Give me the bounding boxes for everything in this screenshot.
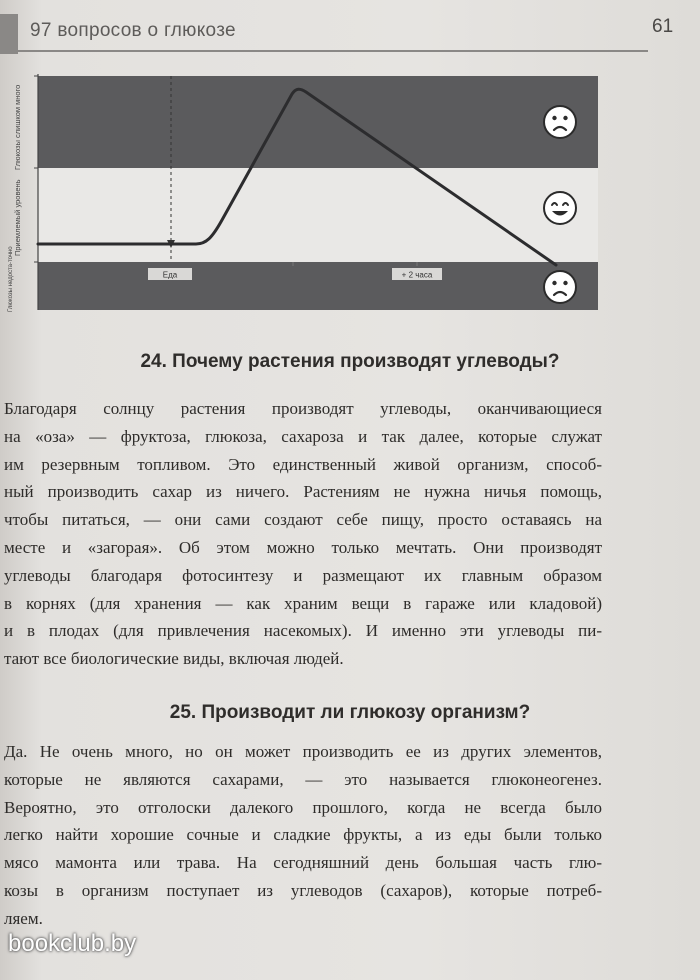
text-line: в корнях (для хранения — как храним вещи в гараже или кладовой) (4, 593, 602, 613)
text-line: углеводы благодаря фотосинтезу и размещают их главным образом (4, 565, 602, 585)
text-line: чтобы питаться, — они сами создают себе пищу, просто оставаясь на (4, 510, 602, 530)
text-line: ляем. (4, 908, 43, 928)
text-line: им резервным топливом. Это единственный живой организм, способ- (4, 454, 602, 474)
section-heading-24: 24. Почему растения производят углеводы? (140, 351, 560, 372)
text-line: мясо мамонта или трава. На сегодняшний день большая часть глю- (4, 853, 602, 873)
section-body-25 (4, 738, 602, 933)
glucose-curve-diagram (0, 60, 700, 320)
sad-face-icon (544, 271, 576, 303)
text-line: Да. Не очень много, но он может производить ее из других элементов, (4, 742, 602, 761)
section-body-24 (4, 395, 602, 673)
text-line: на «оза» — фруктоза, глюкоза, сахароза и так далее, которые служат (4, 426, 602, 446)
header-rule (18, 50, 648, 52)
site-watermark: bookclub.by (8, 930, 137, 957)
x-marker-two-hours: + 2 часа (401, 270, 433, 280)
sad-face-icon (544, 106, 576, 138)
text-line: тают все биологические виды, включая людей. (4, 649, 344, 669)
header-accent-bar (0, 14, 18, 54)
zone-too-much-band (38, 76, 598, 168)
text-line: и в плодах (для привлечения насекомых). И именно эти углеводы пи- (4, 621, 602, 641)
text-line: Благодаря солнцу растения производят углеводы, оканчивающиеся (4, 399, 602, 418)
y-label-too-little: Глюкозы недоста-точно (8, 246, 14, 312)
text-line: которые не являются сахарами, — это называется глюконеогенез. (4, 769, 602, 789)
happy-face-icon (544, 192, 576, 224)
x-marker-meal: Еда (162, 270, 178, 280)
section-heading-25: 25. Производит ли глюкозу организм? (169, 702, 531, 723)
text-line: легко найти хорошие сочные и сладкие фрукты, а из еды были только (4, 825, 602, 845)
text-line: Вероятно, это отголоски далекого прошлого, когда не всегда было (4, 797, 602, 817)
text-line: козы в организм поступает из углеводов (сахаров), которые потреб- (4, 880, 602, 900)
running-header-title: 97 вопросов о глюкозе (30, 20, 236, 41)
text-line: месте и «загорая». Об этом можно только мечтать. Они производят (4, 537, 602, 557)
text-line: ный производить сахар из ничего. Растениям не нужна ничья помощь, (4, 482, 602, 502)
page-number: 61 (652, 16, 674, 37)
zone-acceptable-band (38, 168, 598, 262)
y-label-too-much: Глюкозы слишком много (13, 84, 22, 170)
zone-too-little-band (38, 262, 598, 310)
y-label-acceptable: Приемлемый уровень (13, 179, 22, 256)
